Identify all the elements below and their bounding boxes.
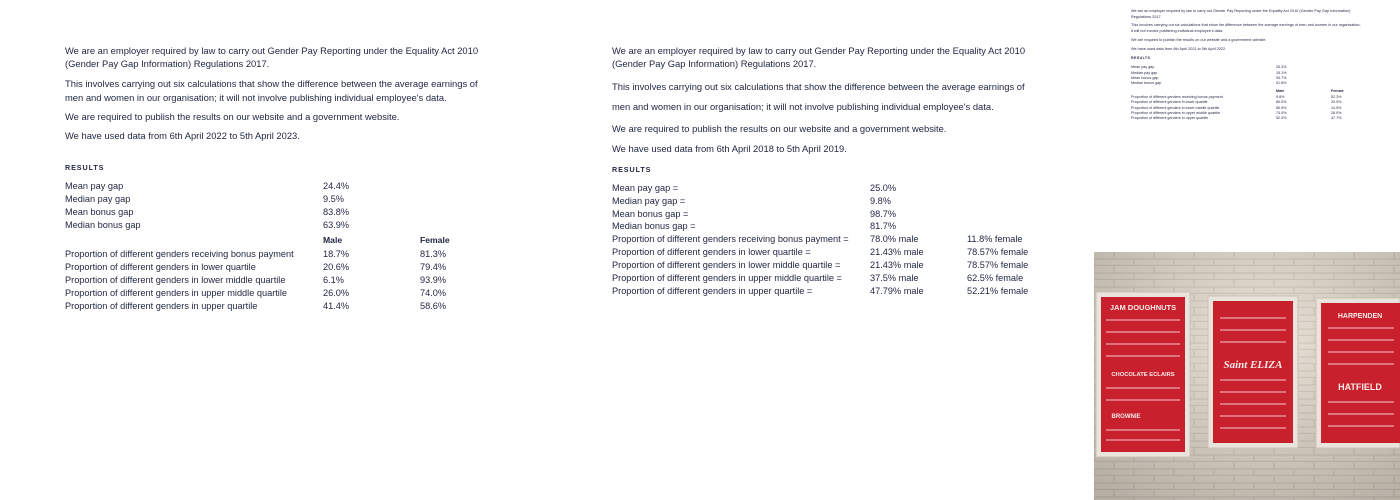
row-label: Median pay gap [1131, 70, 1158, 75]
female-value: 11.8% female [967, 234, 1023, 245]
male-value: 78.0% male [870, 234, 919, 245]
male-value: 21.43% male [870, 247, 924, 258]
table-row [65, 219, 485, 232]
row-value: 63.9% [323, 219, 350, 230]
intro-paragraph: We are required to publish the results on our website and a government website. [612, 123, 947, 135]
row-value: 81.7% [870, 221, 897, 232]
intro-text [612, 44, 1032, 155]
male-value: 41.4% [323, 300, 350, 311]
row-value: 26.3% [1276, 65, 1287, 70]
female-value: 74.0% [420, 287, 447, 298]
table-row [612, 233, 1032, 246]
female-header: Female [1331, 88, 1344, 93]
gender-pay-report-2021-2022 [1131, 9, 1363, 122]
poster-right-title: HARPENDEN [1337, 313, 1383, 320]
male-value: 21.43% male [870, 260, 924, 271]
row-value: 24.4% [323, 181, 350, 192]
table-row [1131, 116, 1363, 121]
results-heading: RESULTS [1131, 56, 1151, 61]
intro-paragraph: This involves carrying out six calculations that show the difference between the average earnings of men and women in our organisation; it will not involve publishing individual employee's data. [612, 81, 1025, 113]
female-value: 62.5% female [967, 273, 1024, 284]
male-value: 6.1% [323, 275, 344, 285]
proportion-table [612, 233, 1032, 297]
row-label: Proportion of different genders in upper quartile [1131, 116, 1209, 121]
female-value: 47.7% [1331, 116, 1342, 121]
intro-paragraph: We are an employer required by law to carry out Gender Pay Reporting under the Equality Act 2010 (Gender Pay Gap Information) Regulations 2017. [65, 45, 479, 70]
row-label: Proportion of different genders in lower quartile = [612, 247, 811, 258]
female-value: 20.0% [1331, 100, 1342, 105]
table-row [65, 248, 485, 261]
intro-paragraph: We are required to publish the results on our website and a government website. [1131, 37, 1267, 42]
row-label: Median bonus gap [65, 219, 141, 230]
proportion-table [1131, 95, 1363, 122]
table-row [65, 180, 485, 193]
row-label: Mean pay gap [65, 181, 124, 192]
row-label: Mean bonus gap = [612, 208, 689, 219]
row-value: 94.7% [1276, 75, 1287, 80]
row-label: Proportion of different genders in upper middle quartile [65, 287, 287, 298]
shop-interior-photo [1094, 252, 1400, 500]
table-row [65, 274, 485, 287]
intro-paragraph: This involves carrying out six calculations that show the difference between the average earnings of men and women in our organisation; it will not involve publishing individual employee's data. [65, 78, 478, 103]
row-label: Proportion of different genders in upper quartile = [612, 285, 813, 296]
intro-paragraph: We have used data from 6th April 2021 to 5th April 2022. [1131, 46, 1227, 51]
table-row [612, 195, 1032, 208]
row-label: Proportion of different genders in lower middle quartile = [612, 260, 841, 271]
male-value: 26.0% [323, 287, 350, 298]
female-value: 52.21% female [967, 285, 1029, 296]
intro-paragraph: We have used data from 6th April 2022 to 5th April 2023. [65, 130, 300, 142]
male-value: 47.79% male [870, 285, 924, 296]
row-label: Mean pay gap [1131, 65, 1155, 70]
male-header: Male [1276, 88, 1285, 93]
male-value: 85.5% [1276, 105, 1287, 110]
intro-paragraph: We are an employer required by law to carry out Gender Pay Reporting under the Equality Act 2010 (Gender Pay Gap Information) Regulations 2017. [612, 45, 1026, 70]
row-label: Proportion of different genders in upper middle quartile = [612, 273, 842, 284]
poster-left-line: CHOCOLATE ECLAIRS [1111, 372, 1175, 378]
intro-paragraph: This involves carrying out six calculations that show the difference between the average earnings of men and women in our organisation; it will not involve publishing individual employee's data. [1131, 23, 1361, 33]
table-row [612, 272, 1032, 285]
row-label: Proportion of different genders in upper middle quartile [1131, 110, 1221, 115]
gap-table [65, 180, 485, 231]
female-value: 93.9% [420, 275, 447, 285]
row-label: Proportion of different genders in lower middle quartile [65, 275, 286, 285]
proportion-table [65, 248, 485, 312]
row-label: Proportion of different genders in lower quartile [65, 262, 256, 273]
female-header: Female [420, 235, 450, 246]
table-row [65, 300, 485, 313]
row-value: 15.1% [1276, 70, 1287, 75]
female-value: 52.3% [1331, 94, 1342, 99]
gender-pay-report-2018-2019 [612, 44, 1032, 298]
row-value: 83.8% [323, 206, 350, 217]
row-value: 98.7% [870, 208, 897, 219]
row-label: Proportion of different genders in upper quartile [65, 300, 258, 311]
male-value: 80.0% [1276, 100, 1287, 105]
male-value: 18.7% [323, 249, 350, 260]
gap-table [1131, 65, 1363, 87]
row-label: Median bonus gap [1131, 81, 1162, 86]
row-value: 51.8% [1276, 81, 1287, 86]
poster-left [1096, 292, 1190, 457]
table-row [612, 220, 1032, 233]
row-label: Proportion of different genders receiving bonus payment [1131, 94, 1223, 99]
intro-paragraph: We are required to publish the results on our website and a government website. [65, 110, 400, 122]
row-label: Proportion of different genders in lower middle quartile [1131, 105, 1220, 110]
table-row [612, 182, 1032, 195]
row-label: Mean bonus gap [65, 206, 134, 217]
male-value: 52.3% [1276, 116, 1287, 121]
intro-paragraph: We are an employer required by law to carry out Gender Pay Reporting under the Equality Act 2010 (Gender Pay Gap Information) Regulations 2017. [1131, 9, 1351, 19]
female-value: 14.5% [1331, 105, 1342, 110]
table-row [1131, 81, 1363, 86]
row-label: Mean pay gap = [612, 182, 679, 193]
female-value: 78.57% female [967, 260, 1029, 271]
intro-paragraph: We have used data from 6th April 2018 to 5th April 2019. [612, 142, 847, 154]
intro-text [65, 44, 485, 142]
row-label: Proportion of different genders receiving bonus payment [65, 249, 294, 260]
row-value: 25.0% [870, 182, 897, 193]
table-row [65, 193, 485, 206]
male-value: 37.5% male [870, 273, 919, 284]
female-value: 79.4% [420, 262, 447, 273]
poster-wall-image [1094, 252, 1400, 500]
male-value: 20.6% [323, 262, 350, 273]
poster-middle-title: Saint ELIZA [1223, 359, 1283, 371]
female-value: 58.6% [420, 300, 447, 311]
table-row [612, 285, 1032, 298]
female-value: 78.57% female [967, 247, 1029, 258]
table-row [612, 208, 1032, 221]
row-label: Mean bonus gap [1131, 75, 1159, 80]
row-label: Proportion of different genders in lower quartile [1131, 100, 1208, 105]
poster-right-line: HATFIELD [1338, 382, 1382, 392]
table-row [65, 287, 485, 300]
row-label: Median pay gap = [612, 195, 686, 206]
female-value: 26.0% [1331, 110, 1342, 115]
male-value: 74.0% [1276, 110, 1287, 115]
results-heading: RESULTS [65, 163, 105, 173]
poster-left-title: JAM DOUGHNUTS [1109, 303, 1177, 312]
row-label: Median bonus gap = [612, 221, 696, 232]
table-row [612, 246, 1032, 259]
results-heading: RESULTS [612, 164, 652, 174]
gap-table [612, 182, 1032, 234]
row-value: 9.8% [870, 195, 891, 206]
female-value: 81.3% [420, 249, 447, 260]
poster-right [1316, 298, 1400, 448]
gender-pay-report-2022-2023 [65, 44, 485, 312]
row-label: Median pay gap [65, 194, 131, 205]
poster-middle [1208, 296, 1298, 448]
table-row [65, 261, 485, 274]
table-row [612, 259, 1032, 272]
male-value: 9.8% [1276, 94, 1285, 99]
poster-left-line: BROWNIE [1111, 414, 1141, 420]
row-label: Proportion of different genders receiving bonus payment = [612, 234, 849, 245]
column-headers [65, 234, 485, 248]
table-row [65, 206, 485, 219]
male-header: Male [323, 235, 343, 246]
row-value: 9.5% [323, 194, 344, 205]
intro-text [1131, 9, 1363, 52]
